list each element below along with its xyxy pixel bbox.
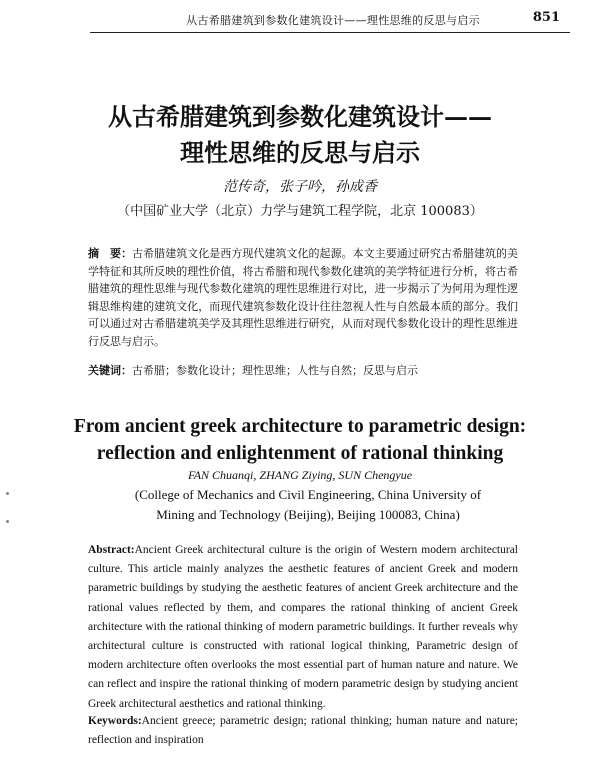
chinese-affiliation: （中国矿业大学（北京）力学与建筑工程学院，北京 100083）	[117, 204, 483, 219]
chinese-title-line2: 理性思维的反思与启示	[180, 138, 420, 167]
chinese-keywords	[88, 362, 518, 379]
english-affiliation-line2: Mining and Technology (Beijing), Beijing 100083, China)	[156, 507, 460, 522]
english-title-line2: reflection and enlightenment of rational thinking	[96, 443, 504, 464]
page-number: 851	[532, 10, 560, 25]
english-affiliation-line1: (College of Mechanics and Civil Engineering, China University of	[134, 487, 482, 502]
english-authors: FAN Chuanqi, ZHANG Ziying, SUN Chengyue	[187, 468, 413, 482]
chinese-keywords-label: 关键词：	[88, 364, 132, 377]
english-keywords-text: Ancient greece; parametric design; rational thinking; human nature and nature; reflection and inspiration	[88, 715, 518, 746]
english-keywords	[88, 712, 518, 750]
margin-mark	[6, 520, 9, 523]
english-abstract-text: Ancient Greek architectural culture is the origin of Western modern architectural culture. This article mainly analyzes the aesthetic features of ancient Greek and modern parametric buildings by studying the aesthetic features of ancient Greek architecture and the rational values reflected by them, and compares the rational thinking of ancient Greek architecture with the rational thinking of modern parametric buildings. It further reveals why architectural culture is constructed with rational logical thinking, Parametric design of modern architecture often overlooks the most essential part of human nature and nature. We can reflect and inspire the rational thinking of modern parametric design by studying ancient Greek architectural aesthetics and rational thinking.	[88, 544, 518, 710]
running-header: 从古希腊建筑到参数化建筑设计——理性思维的反思与启示	[186, 14, 480, 27]
chinese-keywords-text: 古希腊；参数化设计；理性思维；人性与自然；反思与启示	[132, 364, 418, 377]
english-keywords-label: Keywords:	[88, 715, 142, 727]
margin-mark	[6, 492, 9, 495]
chinese-authors: 范传奇，张子吟，孙成香	[223, 179, 377, 195]
english-title-line1: From ancient greek architecture to parametric design:	[73, 416, 527, 437]
chinese-abstract	[88, 245, 518, 350]
chinese-title-line1: 从古希腊建筑到参数化建筑设计——	[108, 102, 492, 131]
chinese-abstract-label: 摘 要：	[88, 247, 133, 260]
english-abstract	[88, 541, 518, 714]
english-abstract-label: Abstract:	[88, 544, 135, 556]
chinese-abstract-text: 古希腊建筑文化是西方现代建筑文化的起源。本文主要通过研究古希腊建筑的美学特征和其所反映的理性价值，将古希腊和现代参数化建筑的美学特征进行分析，将古希腊建筑的理性思维与现代参数化建筑的理性思维进行对比，进一步揭示了为何用为理性逻辑思维构建的建筑文化，而现代建筑参数化设计往往忽视人性与自然最本质的部分。我们可以通过对古希腊建筑美学及其理性思维进行研究，从而对现代参数化设计的理性思维进行反思与启示。	[88, 247, 519, 348]
header-divider	[90, 32, 570, 33]
